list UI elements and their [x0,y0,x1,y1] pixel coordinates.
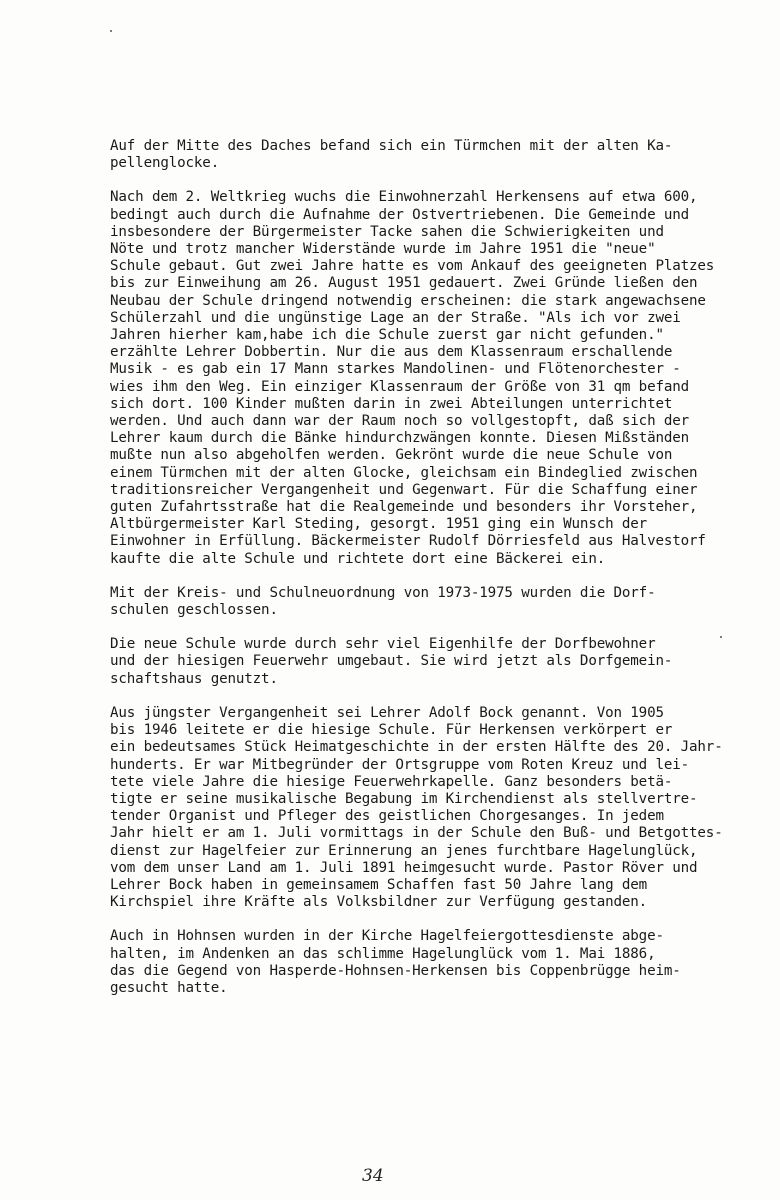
text-line: Nöte und trotz mancher Widerstände wurde im Jahre 1951 die "neue" [110,241,656,258]
text-line: mußte nun also abgeholfen werden. Gekrönt wurde die neue Schule von [110,447,673,464]
text-line: kaufte die alte Schule und richtete dort eine Bäckerei ein. [110,550,606,567]
text-line: werden. Und auch dann war der Raum noch so vollgestopft, daß sich der [110,413,690,430]
text-line: erzählte Lehrer Dobbertin. Nur die aus dem Klassenraum erschallende [110,344,673,361]
text-line: Auch in Hohnsen wurden in der Kirche Hagelfeiergottesdienste abge- [110,928,664,945]
paragraph [110,138,750,172]
text-line: schaftshaus genutzt. [110,670,278,687]
text-line: sich dort. 100 Kinder mußten darin in zwei Abteilungen unterrichtet [110,395,673,412]
page-number: 34 [362,1166,384,1186]
text-line: traditionsreicher Vergangenheit und Gegenwart. Für die Schaffung einer [110,481,698,498]
text-line: bis 1946 leitete er die hiesige Schule. Für Herkensen verkörpert er [110,722,673,739]
text-line: Aus jüngster Vergangenheit sei Lehrer Adolf Bock genannt. Von 1905 [110,704,664,721]
text-line: halten, im Andenken an das schlimme Hagelunglück vom 1. Mai 1886, [110,945,656,962]
paragraph [110,705,750,911]
text-line: Schule gebaut. Gut zwei Jahre hatte es vom Ankauf des geeigneten Platzes [110,258,715,275]
text-line: Einwohner in Erfüllung. Bäckermeister Rudolf Dörriesfeld aus Halvestorf [110,533,706,550]
paragraph-gap [110,688,750,705]
text-line: Lehrer Bock haben in gemeinsamem Schaffen fast 50 Jahre lang dem [110,876,648,893]
text-line: Mit der Kreis- und Schulneuordnung von 1973-1975 wurden die Dorf- [110,584,656,601]
text-line: Schülerzahl und die ungünstige Lage an der Straße. "Als ich vor zwei [110,309,681,326]
text-line: gesucht hatte. [110,979,228,996]
text-line: Neubau der Schule dringend notwendig erscheinen: die stark angewachsene [110,292,706,309]
text-line: Nach dem 2. Weltkrieg wuchs die Einwohnerzahl Herkensens auf etwa 600, [110,189,698,206]
text-line: Jahren hierher kam,habe ich die Schule zuerst gar nicht gefunden." [110,327,664,344]
text-line: einem Türmchen mit der alten Glocke, gleichsam ein Bindeglied zwischen [110,464,698,481]
paragraph-gap [110,172,750,189]
paragraph [110,928,750,997]
text-line: bedingt auch durch die Aufnahme der Ostvertriebenen. Die Gemeinde und [110,206,690,223]
scan-speck [110,30,112,32]
text-line: Altbürgermeister Karl Steding, gesorgt. 1951 ging ein Wunsch der [110,516,648,533]
body-text [110,138,750,997]
text-line: Lehrer kaum durch die Bänke hindurchzwängen konnte. Diesen Mißständen [110,430,690,447]
text-line: Auf der Mitte des Daches befand sich ein Türmchen mit der alten Ka- [110,138,673,154]
text-line: ein bedeutsames Stück Heimatgeschichte in der ersten Hälfte des 20. Jahr- [110,739,723,756]
text-line: Die neue Schule wurde durch sehr viel Eigenhilfe der Dorfbewohner [110,636,656,653]
paragraph [110,585,750,619]
text-line: Kirchspiel ihre Kräfte als Volksbildner zur Verfügung gestanden. [110,894,648,911]
text-line: pellenglocke. [110,155,220,172]
text-line: Musik - es gab ein 17 Mann starkes Mandolinen- und Flötenorchester - [110,361,681,378]
text-line: das die Gegend von Hasperde-Hohnsen-Herkensen bis Coppenbrügge heim- [110,962,681,979]
paragraph-gap [110,568,750,585]
text-line: wies ihm den Weg. Ein einziger Klassenraum der Größe von 31 qm befand [110,378,690,395]
paragraph-gap [110,911,750,928]
text-line: tete viele Jahre die hiesige Feuerwehrkapelle. Ganz besonders betä- [110,773,673,790]
text-line: tender Organist und Pfleger des geistlichen Chorgesanges. In jedem [110,808,664,825]
paragraph [110,636,750,688]
paragraph-gap [110,619,750,636]
text-line: tigte er seine musikalische Begabung im Kirchendienst als stellvertre- [110,790,698,807]
text-line: hunderts. Er war Mitbegründer der Ortsgruppe vom Roten Kreuz und lei- [110,756,690,773]
text-line: dienst zur Hagelfeier zur Erinnerung an jenes furchtbare Hagelunglück, [110,842,698,859]
text-line: vom dem unser Land am 1. Juli 1891 heimgesucht wurde. Pastor Röver und [110,859,698,876]
text-line: guten Zufahrtsstraße hat die Realgemeinde und besonders ihr Vorsteher, [110,499,698,516]
text-line: insbesondere der Bürgermeister Tacke sahen die Schwierigkeiten und [110,223,664,240]
text-line: Jahr hielt er am 1. Juli vormittags in der Schule den Buß- und Betgottes- [110,825,723,842]
text-line: schulen geschlossen. [110,602,278,619]
scan-speck [720,636,722,638]
text-line: und der hiesigen Feuerwehr umgebaut. Sie wird jetzt als Dorfgemein- [110,653,673,670]
text-line: bis zur Einweihung am 26. August 1951 gedauert. Zwei Gründe ließen den [110,275,698,292]
paragraph [110,189,750,567]
